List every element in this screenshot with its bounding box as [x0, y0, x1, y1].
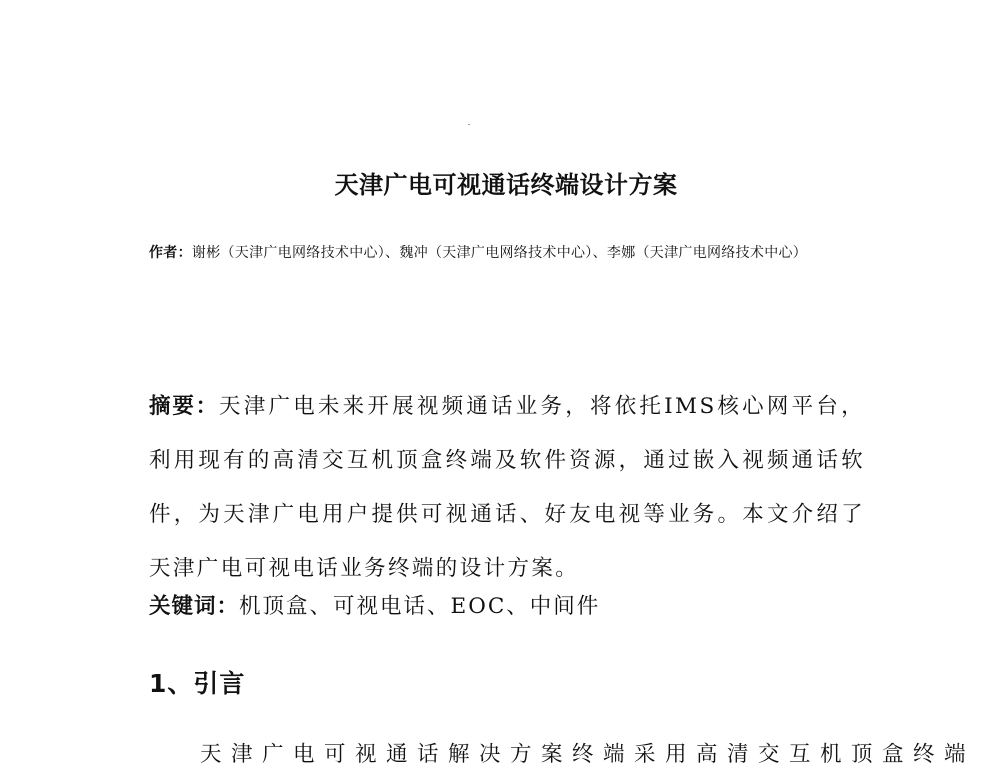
scan-artifact	[468, 124, 470, 125]
paper-title: 天津广电可视通话终端设计方案	[334, 171, 678, 199]
section-heading-introduction: 1、引言	[149, 669, 246, 698]
section-body-cutoff	[0, 736, 1000, 767]
authors-text: 谢彬（天津广电网络技术中心）、魏冲（天津广电网络技术中心）、李娜（天津广电网络技术中心）	[191, 245, 808, 261]
keywords-label: 关键词：	[149, 594, 240, 619]
keywords-text: 机顶盒、可视电话、EOC、中间件	[239, 594, 601, 619]
authors-label: 作者：	[149, 245, 192, 261]
section-body-partial-line: 天津广电可视通话解决方案终端采用高清交互机顶盒终端	[200, 742, 976, 767]
abstract-label: 摘要：	[149, 394, 219, 419]
keywords-line	[149, 590, 865, 624]
abstract-text: 天津广电未来开展视频通话业务，将依托IMS核心网平台，利用现有的高清交互机顶盒终端及软件资源，通过嵌入视频通话软件，为天津广电用户提供可视通话、好友电视等业务。本文介绍了天津广电可视电话业务终端的设计方案。	[149, 394, 865, 581]
author-line	[149, 241, 869, 265]
abstract-paragraph	[149, 380, 865, 596]
